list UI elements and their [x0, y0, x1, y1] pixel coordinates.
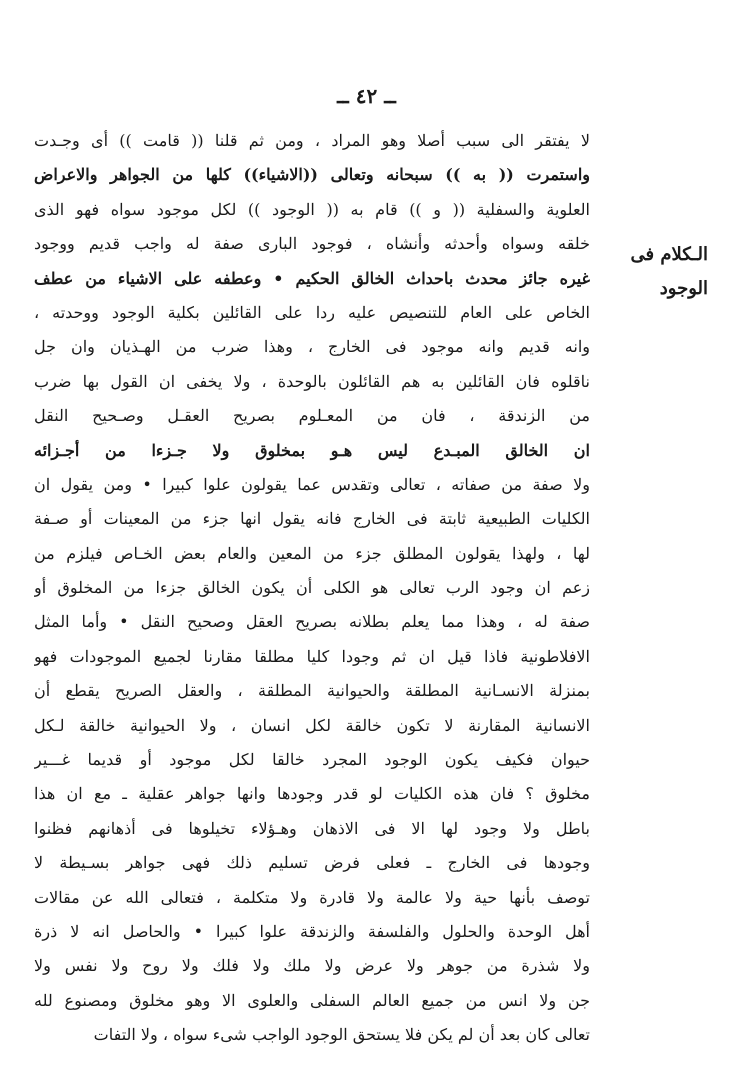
text-line: توصف بأنها حية ولا عالمة ولا قادرة ولا متكلمة ، فتعالى الله عن مقالات	[34, 887, 590, 907]
margin-heading-line-1: الـكلام فى	[630, 244, 708, 265]
text-line: ولا صفة من صفاته ، تعالى وتقدس عما يقولون علوا كبيرا • ومن يقول ان	[34, 474, 590, 494]
text-line: أهل الوحدة والحلول والفلسفة والزندقة علوا كبيرا • والحاصل انه لا ذرة	[34, 921, 590, 941]
text-line: ولا شذرة من جوهر ولا عرض ولا ملك ولا فلك ولا روح ولا نفس ولا	[34, 956, 590, 976]
text-line: حيوان فكيف يكون الوجود المجرد خالقا لكل موجود أو قديما غـــير	[34, 750, 590, 770]
text-line: لا يفتقر الى سبب أصلا وهو المراد ، ومن ثم قلنا (( قامت )) أى وجـدت	[34, 131, 590, 150]
text-line: بمنزلة الانسـانية المطلقة والحيوانية المطلقة ، والعقل الصريح يقطع أن	[34, 681, 590, 701]
text-line: جن ولا انس من جميع العالم السفلى والعلوى الا وهو مخلوق ومصنوع لله	[34, 990, 590, 1010]
body-text	[34, 124, 590, 1053]
text-line: غيره جائز محدث باحداث الخالق الحكيم • وعطفه على الاشياء من عطف	[34, 268, 590, 288]
page-number: ــ ٤٢ ــ	[337, 84, 396, 108]
text-line: الكليات الطبيعية ثابتة فى الخارج فانه يقول انها جزء من المعينات أو صـفة	[34, 509, 590, 529]
margin-heading-line-2: الوجود	[659, 278, 708, 299]
text-line: مخلوق ؟ فان هذه الكليات لو قدر وجودها وانها جواهر عقلية ـ مع ان هذا	[34, 784, 590, 804]
text-line: الخاص على العام للتنصيص عليه ردا على القائلين بكلية الوجود ووحدته ،	[34, 302, 590, 322]
text-line: واستمرت (( به )) سبحانه وتعالى ((الاشياء)) كلها من الجواهر والاعراض	[34, 165, 590, 185]
text-line: الافلاطونية فاذا قيل ان ثم وجودا كليا مطلقا مقارنا لجميع الموجودات فهو	[34, 646, 590, 666]
text-line: العلوية والسفلية (( و )) قام به (( الوجود )) لكل موجود سواه فهو الذى	[34, 199, 590, 219]
text-line: وجودها فى الخارج ـ فعلى فرض تسليم ذلك فهى جواهر بسـيطة لا	[34, 853, 590, 873]
text-line: ناقلوه فان القائلين به هم القائلون بالوحدة ، ولا يخفى ان القول بها ضرب	[34, 371, 590, 391]
text-line: الانسانية المقارنة لا تكون خالقة لكل انسان ، ولا الحيوانية خالقة لـكل	[34, 715, 590, 735]
text-line: باطل ولا وجود لها الا فى الاذهان وهـؤلاء تخيلوها فى أذهانهم فظنوا	[34, 818, 590, 838]
text-line: خلقه وسواه وأحدثه وأنشاه ، فوجود البارى صفة له واجب قديم ووجود	[34, 234, 590, 254]
margin-heading	[608, 238, 708, 306]
text-line: صفة له ، وهذا مما يعلم بطلانه بصريح العقل وصحيح النقل • وأما المثل	[34, 612, 590, 632]
text-line: زعم ان وجود الرب تعالى هو الكلى أن يكون الخالق جزءا من المخلوق أو	[34, 578, 590, 598]
text-line: تعالى كان بعد أن لم يكن فلا يستحق الوجود الواجب شىء سواه ، ولا التفات	[93, 1025, 590, 1045]
text-line: وانه قديم وانه موجود فى الخارج ، وهذا ضرب من الهـذيان وان جل	[34, 337, 590, 357]
text-line: ان الخالق المبـدع ليس هـو بمخلوق ولا جـزءا من أجـزائه	[34, 440, 590, 460]
text-line: من الزندقة ، فان من المعـلوم بصريح العقـل وصـحيح النقل	[34, 406, 590, 426]
text-line: لها ، ولهذا يقولون المطلق جزء من المعين والعام بعض الخـاص فيلزم من	[34, 543, 590, 563]
